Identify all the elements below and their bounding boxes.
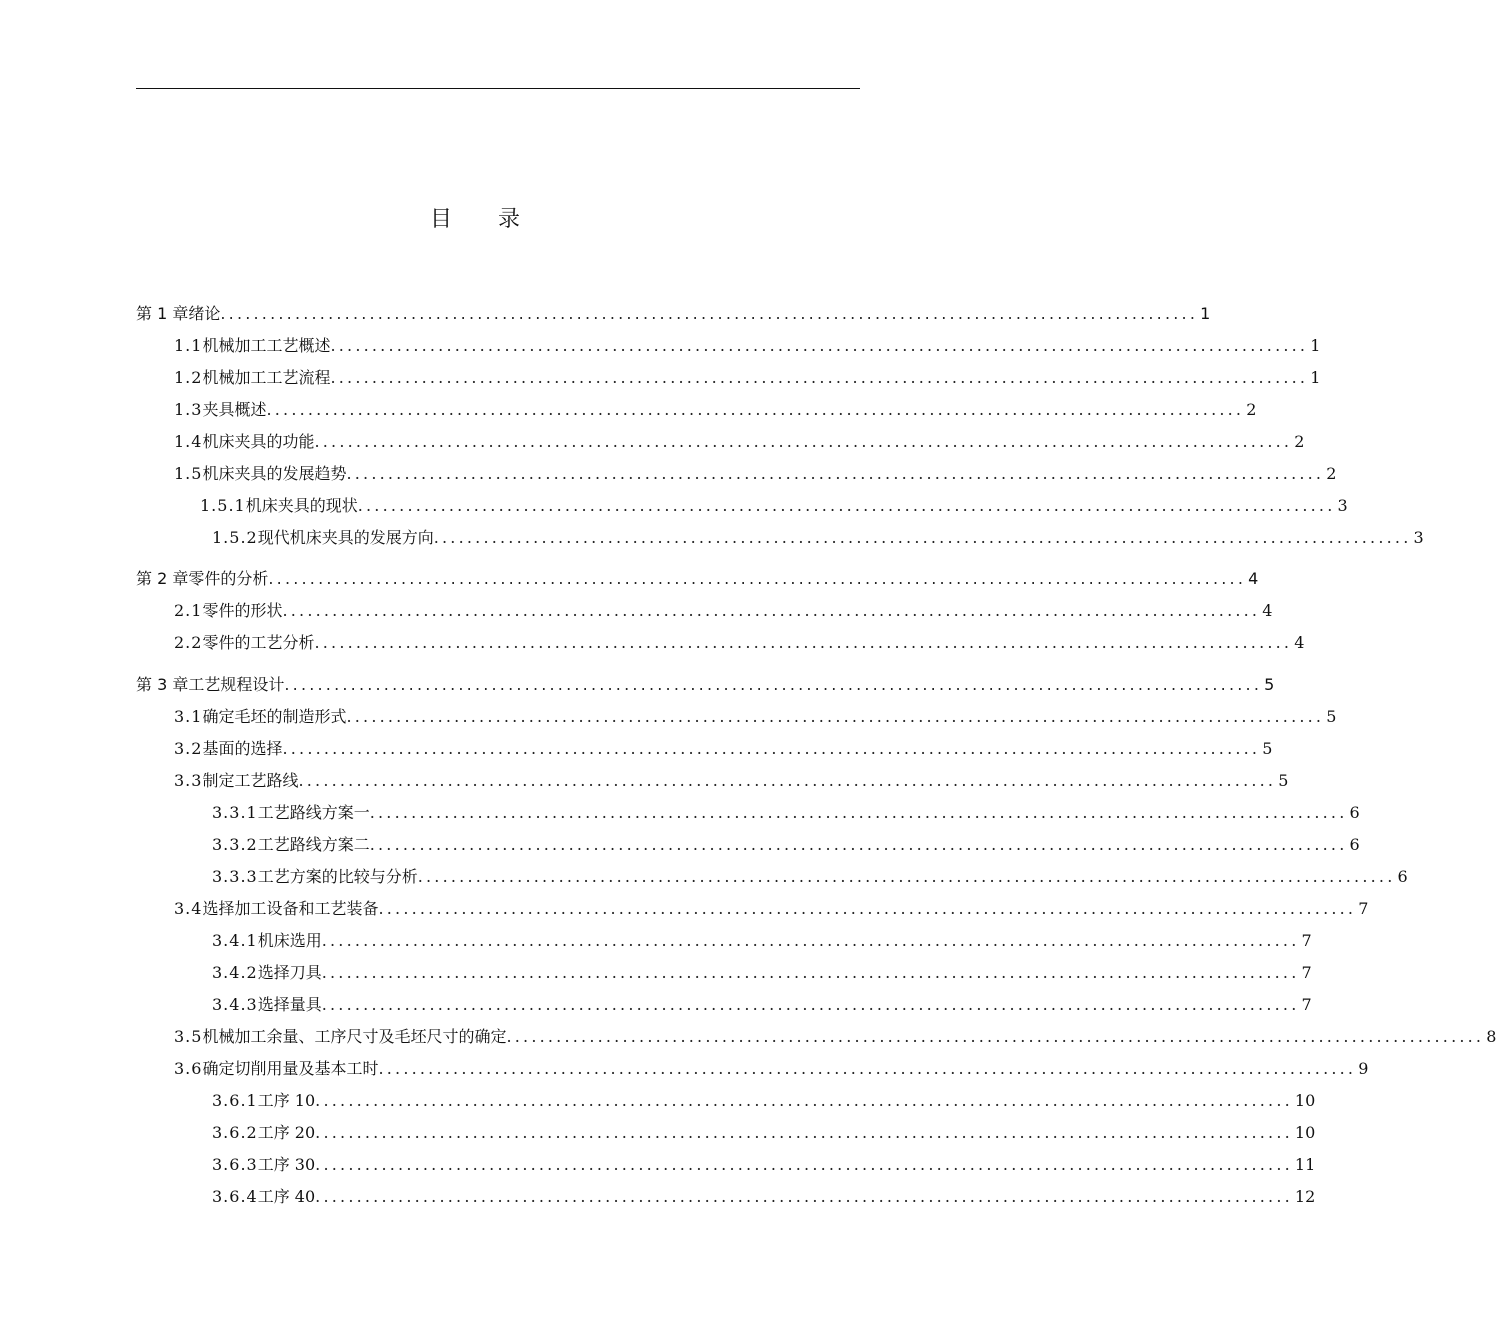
toc-entry-2-2[interactable] <box>174 632 1305 654</box>
toc-entry-label: 制定工艺路线 <box>202 771 299 790</box>
toc-dot-leader: ...................................................................................................................... <box>346 707 1325 726</box>
toc-entry-number: 1.5.1 <box>200 496 246 515</box>
toc-dot-leader: ...................................................................................................................... <box>330 368 1309 387</box>
toc-entry-number: 3.4 <box>174 899 203 918</box>
toc-dot-leader: ...................................................................................................................... <box>369 803 1348 822</box>
toc-dot-leader: ...................................................................................................................... <box>268 569 1247 588</box>
toc-entry-3-3[interactable] <box>174 770 1289 792</box>
toc-dot-leader: ...................................................................................................................... <box>378 899 1357 918</box>
toc-entry-page: 7 <box>1358 899 1369 918</box>
toc-entry-number: 1.5 <box>174 464 203 483</box>
toc-entry-number: 第 3 章 <box>136 675 189 694</box>
toc-dot-leader: ...................................................................................................................... <box>315 1091 1293 1110</box>
toc-entry-label: 选择量具 <box>257 995 322 1014</box>
toc-entry-3-6-1[interactable] <box>212 1090 1316 1112</box>
toc-entry-1-3[interactable] <box>174 399 1257 421</box>
toc-entry-label: 机床夹具的功能 <box>202 432 315 451</box>
toc-dot-leader: ...................................................................................................................... <box>314 432 1293 451</box>
toc-entry-label: 选择刀具 <box>257 963 322 982</box>
toc-entry-page: 11 <box>1294 1155 1316 1174</box>
toc-entry-page: 12 <box>1294 1187 1316 1206</box>
toc-dot-leader: ...................................................................................................................... <box>321 963 1300 982</box>
toc-entry-label: 工序 30 <box>257 1155 316 1174</box>
toc-entry-3-3-1[interactable] <box>212 802 1360 824</box>
toc-entry-page: 4 <box>1248 569 1259 588</box>
toc-entry-page: 4 <box>1294 633 1305 652</box>
toc-title-char-2: 录 <box>498 207 521 232</box>
toc-entry-label: 机床夹具的现状 <box>245 496 358 515</box>
toc-dot-leader: ...................................................................................................................... <box>378 1059 1357 1078</box>
toc-entry-label: 工序 10 <box>257 1091 316 1110</box>
toc-entry-label: 工艺规程设计 <box>188 675 285 694</box>
toc-entry-label: 零件的分析 <box>188 569 269 588</box>
toc-entry-label: 工序 20 <box>257 1123 316 1142</box>
toc-dot-leader: ...................................................................................................................... <box>220 304 1199 323</box>
toc-entry-page: 2 <box>1246 400 1257 419</box>
toc-entry-number: 3.6.4 <box>212 1187 258 1206</box>
toc-dot-leader: ...................................................................................................................... <box>346 464 1325 483</box>
toc-entry-number: 3.6.3 <box>212 1155 258 1174</box>
toc-dot-leader: ...................................................................................................................... <box>284 675 1263 694</box>
toc-entry-3-4[interactable] <box>174 898 1369 920</box>
toc-dot-leader: ...................................................................................................................... <box>330 336 1309 355</box>
toc-entry-number: 3.6 <box>174 1059 203 1078</box>
toc-entry-label: 机械加工余量、工序尺寸及毛坯尺寸的确定 <box>202 1027 507 1046</box>
toc-entry-label: 现代机床夹具的发展方向 <box>257 528 434 547</box>
toc-entry-page: 2 <box>1326 464 1337 483</box>
toc-entry-page: 7 <box>1301 931 1312 950</box>
toc-entry-3-4-1[interactable] <box>212 930 1312 952</box>
toc-entry-number: 2.2 <box>174 633 203 652</box>
toc-entry-page: 1 <box>1200 304 1211 323</box>
toc-entry-page: 5 <box>1278 771 1289 790</box>
toc-entry-label: 基面的选择 <box>202 739 283 758</box>
toc-entry-label: 零件的工艺分析 <box>202 633 315 652</box>
toc-entry-number: 3.6.2 <box>212 1123 258 1142</box>
toc-entry-label: 机床夹具的发展趋势 <box>202 464 347 483</box>
toc-entry-page: 5 <box>1326 707 1337 726</box>
toc-dot-leader: ...................................................................................................................... <box>506 1027 1485 1046</box>
toc-dot-leader: ...................................................................................................................... <box>298 771 1277 790</box>
toc-dot-leader: ...................................................................................................................... <box>433 528 1412 547</box>
toc-entry-label: 工艺路线方案二 <box>257 835 370 854</box>
toc-entry-3-6-2[interactable] <box>212 1122 1316 1144</box>
toc-entry-number: 3.2 <box>174 739 203 758</box>
toc-entry-label: 绪论 <box>188 304 221 323</box>
toc-entry-1-5[interactable] <box>174 463 1337 485</box>
toc-entry-number: 1.5.2 <box>212 528 258 547</box>
toc-entry-page: 5 <box>1262 739 1273 758</box>
toc-entry-page: 7 <box>1301 995 1312 1014</box>
toc-entry-number: 第 2 章 <box>136 569 189 588</box>
toc-entry-ch2[interactable] <box>136 568 1259 590</box>
toc-entry-label: 零件的形状 <box>202 601 283 620</box>
toc-entry-page: 3 <box>1413 528 1424 547</box>
toc-entry-3-6[interactable] <box>174 1058 1369 1080</box>
toc-title-char-1: 目 <box>429 207 452 232</box>
toc-dot-leader: ...................................................................................................................... <box>321 995 1300 1014</box>
toc-entry-number: 3.4.2 <box>212 963 258 982</box>
toc-dot-leader: ...................................................................................................................... <box>315 1155 1293 1174</box>
toc-entry-label: 机床选用 <box>257 931 322 950</box>
toc-entry-number: 3.3.2 <box>212 835 258 854</box>
toc-entry-3-6-4[interactable] <box>212 1186 1316 1208</box>
toc-entry-page: 7 <box>1301 963 1312 982</box>
toc-entry-number: 3.3 <box>174 771 203 790</box>
toc-entry-page: 2 <box>1294 432 1305 451</box>
toc-dot-leader: ...................................................................................................................... <box>314 633 1293 652</box>
toc-entry-1-2[interactable] <box>174 367 1321 389</box>
toc-entry-page: 6 <box>1397 867 1408 886</box>
toc-entry-page: 1 <box>1310 336 1321 355</box>
toc-entry-label: 工序 40 <box>257 1187 316 1206</box>
toc-entry-number: 3.6.1 <box>212 1091 258 1110</box>
toc-entry-label: 确定切削用量及基本工时 <box>202 1059 379 1078</box>
toc-entry-page: 6 <box>1349 835 1360 854</box>
toc-entry-1-1[interactable] <box>174 335 1321 357</box>
toc-entry-3-4-2[interactable] <box>212 962 1312 984</box>
toc-entry-number: 1.2 <box>174 368 203 387</box>
toc-dot-leader: ...................................................................................................................... <box>315 1123 1293 1142</box>
toc-entry-3-3-2[interactable] <box>212 834 1360 856</box>
toc-entry-label: 工艺方案的比较与分析 <box>257 867 418 886</box>
toc-entry-number: 2.1 <box>174 601 203 620</box>
toc-entry-page: 8 <box>1486 1027 1496 1046</box>
toc-entry-number: 1.1 <box>174 336 203 355</box>
toc-entry-2-1[interactable] <box>174 600 1273 622</box>
toc-entry-page: 10 <box>1294 1091 1316 1110</box>
toc-entry-ch3[interactable] <box>136 674 1275 696</box>
toc-entry-label: 选择加工设备和工艺装备 <box>202 899 379 918</box>
toc-entry-1-5-1[interactable] <box>200 495 1348 517</box>
toc-entry-label: 机械加工工艺流程 <box>202 368 331 387</box>
toc-dot-leader: ...................................................................................................................... <box>282 739 1261 758</box>
toc-entry-number: 3.1 <box>174 707 203 726</box>
toc-entry-page: 3 <box>1337 496 1348 515</box>
toc-entry-number: 3.4.3 <box>212 995 258 1014</box>
toc-entry-label: 工艺路线方案一 <box>257 803 370 822</box>
toc-entry-number: 1.3 <box>174 400 203 419</box>
toc-entry-3-3-3[interactable] <box>212 866 1408 888</box>
toc-entry-number: 1.4 <box>174 432 203 451</box>
toc-entry-3-1[interactable] <box>174 706 1337 728</box>
toc-dot-leader: ...................................................................................................................... <box>321 931 1300 950</box>
toc-entry-number: 3.5 <box>174 1027 203 1046</box>
toc-entry-number: 第 1 章 <box>136 304 189 323</box>
toc-entry-label: 确定毛坯的制造形式 <box>202 707 347 726</box>
toc-entry-page: 1 <box>1310 368 1321 387</box>
toc-entry-page: 5 <box>1264 675 1275 694</box>
toc-entry-3-2[interactable] <box>174 738 1273 760</box>
toc-dot-leader: ...................................................................................................................... <box>369 835 1348 854</box>
toc-entry-label: 夹具概述 <box>202 400 267 419</box>
toc-dot-leader: ...................................................................................................................... <box>357 496 1336 515</box>
toc-entry-1-4[interactable] <box>174 431 1305 453</box>
toc-entry-number: 3.4.1 <box>212 931 258 950</box>
toc-entry-page: 6 <box>1349 803 1360 822</box>
toc-entry-page: 10 <box>1294 1123 1316 1142</box>
toc-dot-leader: ...................................................................................................................... <box>315 1187 1293 1206</box>
toc-entry-1-5-2[interactable] <box>212 527 1424 549</box>
toc-entry-3-6-3[interactable] <box>212 1154 1316 1176</box>
toc-entry-label: 机械加工工艺概述 <box>202 336 331 355</box>
toc-dot-leader: ...................................................................................................................... <box>266 400 1245 419</box>
toc-dot-leader: ...................................................................................................................... <box>282 601 1261 620</box>
toc-entry-page: 4 <box>1262 601 1273 620</box>
toc-dot-leader: ...................................................................................................................... <box>417 867 1396 886</box>
toc-entry-number: 3.3.3 <box>212 867 258 886</box>
toc-entry-number: 3.3.1 <box>212 803 258 822</box>
toc-entry-page: 9 <box>1358 1059 1369 1078</box>
toc-entry-ch1[interactable] <box>136 303 1211 325</box>
toc-entry-3-4-3[interactable] <box>212 994 1312 1016</box>
toc-entry-3-5[interactable] <box>174 1026 1496 1048</box>
